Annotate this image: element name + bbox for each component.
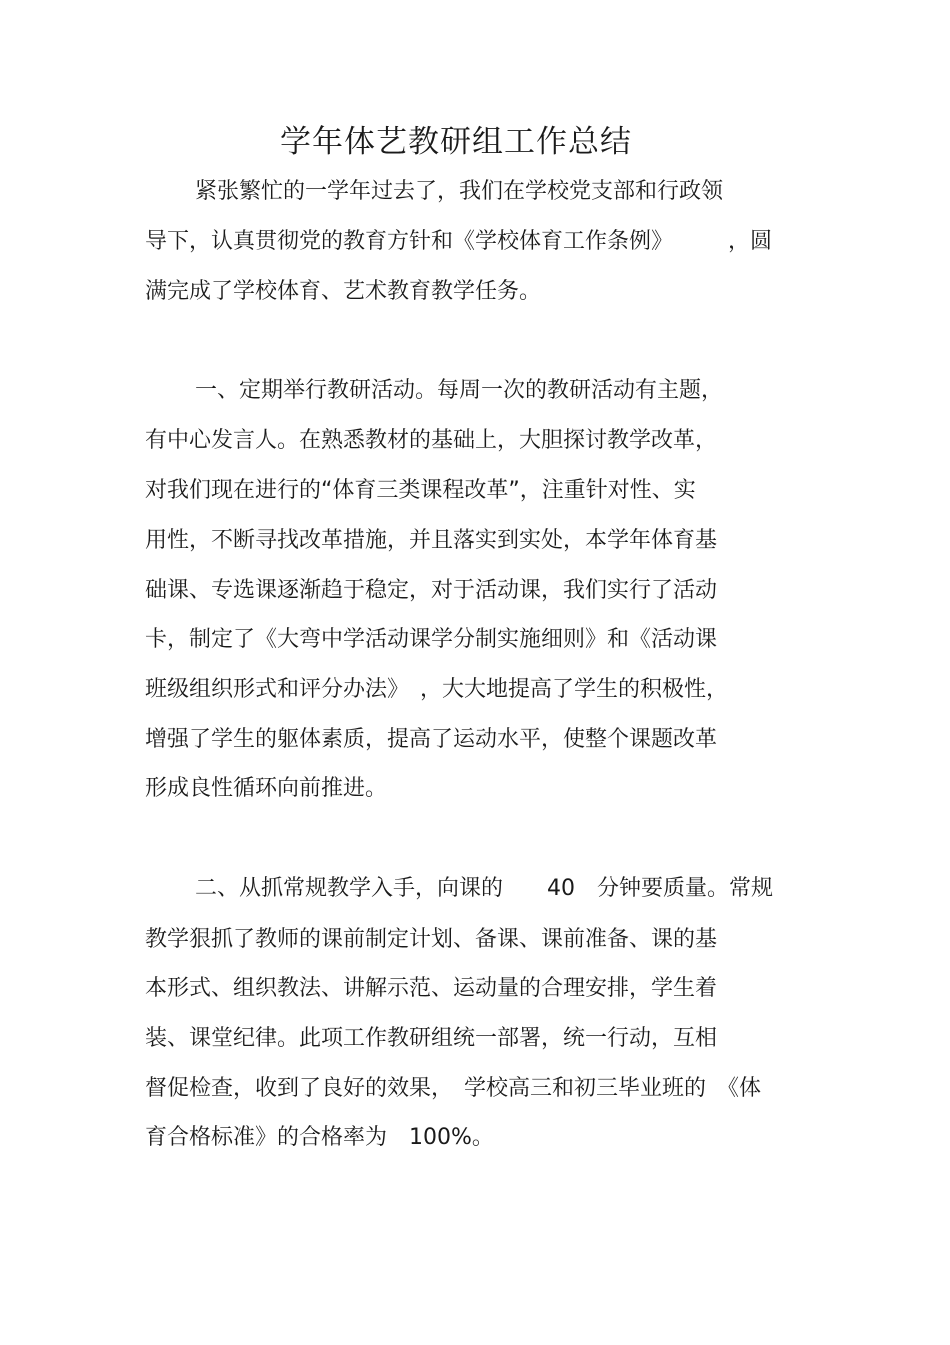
section2-line-2: 教学狠抓了教师的课前制定计划、备课、课前准备、课的基 [145, 927, 718, 952]
section1-line-6: 卡，制定了《大弯中学活动课学分制实施细则》和《活动课 [145, 627, 718, 652]
section2-line-3: 本形式、组织教法、讲解示范、运动量的合理安排，学生着 [145, 976, 718, 1001]
section1-line-7: 班级组织形式和评分办法》 ，大大地提高了学生的积极性， [145, 677, 729, 702]
section1-line-3: 对我们现在进行的“体育三类课程改革”，注重针对性、实 [145, 478, 696, 503]
section2-line-4: 装、课堂纪律。此项工作教研组统一部署，统一行动，互相 [145, 1026, 718, 1051]
intro-line-3: 满完成了学校体育、艺术教育教学任务。 [145, 279, 542, 304]
intro-line-2: 导下，认真贯彻党的教育方针和《学校体育工作条例》 ，圆 [145, 229, 773, 254]
section2-line-6: 育合格标准》的合格率为 100%。 [145, 1125, 494, 1150]
section2-line-5: 督促检查，收到了良好的效果， 学校高三和初三毕业班的 《体 [145, 1076, 762, 1101]
section1-line-9: 形成良性循环向前推进。 [145, 776, 388, 801]
section1-line-1: 一、定期举行教研活动。每周一次的教研活动有主题， [195, 378, 724, 403]
intro-line-1: 紧张繁忙的一学年过去了，我们在学校党支部和行政领 [195, 179, 724, 204]
document-title: 学年体艺教研组工作总结 [280, 124, 632, 160]
section1-line-8: 增强了学生的躯体素质，提高了运动水平，使整个课题改革 [145, 727, 718, 752]
section1-line-2: 有中心发言人。在熟悉教材的基础上，大胆探讨教学改革， [145, 428, 718, 453]
section2-line-1: 二、从抓常规教学入手，向课的 40 分钟要质量。常规 [195, 876, 773, 901]
section1-line-5: 础课、专选课逐渐趋于稳定，对于活动课，我们实行了活动 [145, 578, 718, 603]
section1-line-4: 用性，不断寻找改革措施，并且落实到实处，本学年体育基 [145, 528, 718, 553]
